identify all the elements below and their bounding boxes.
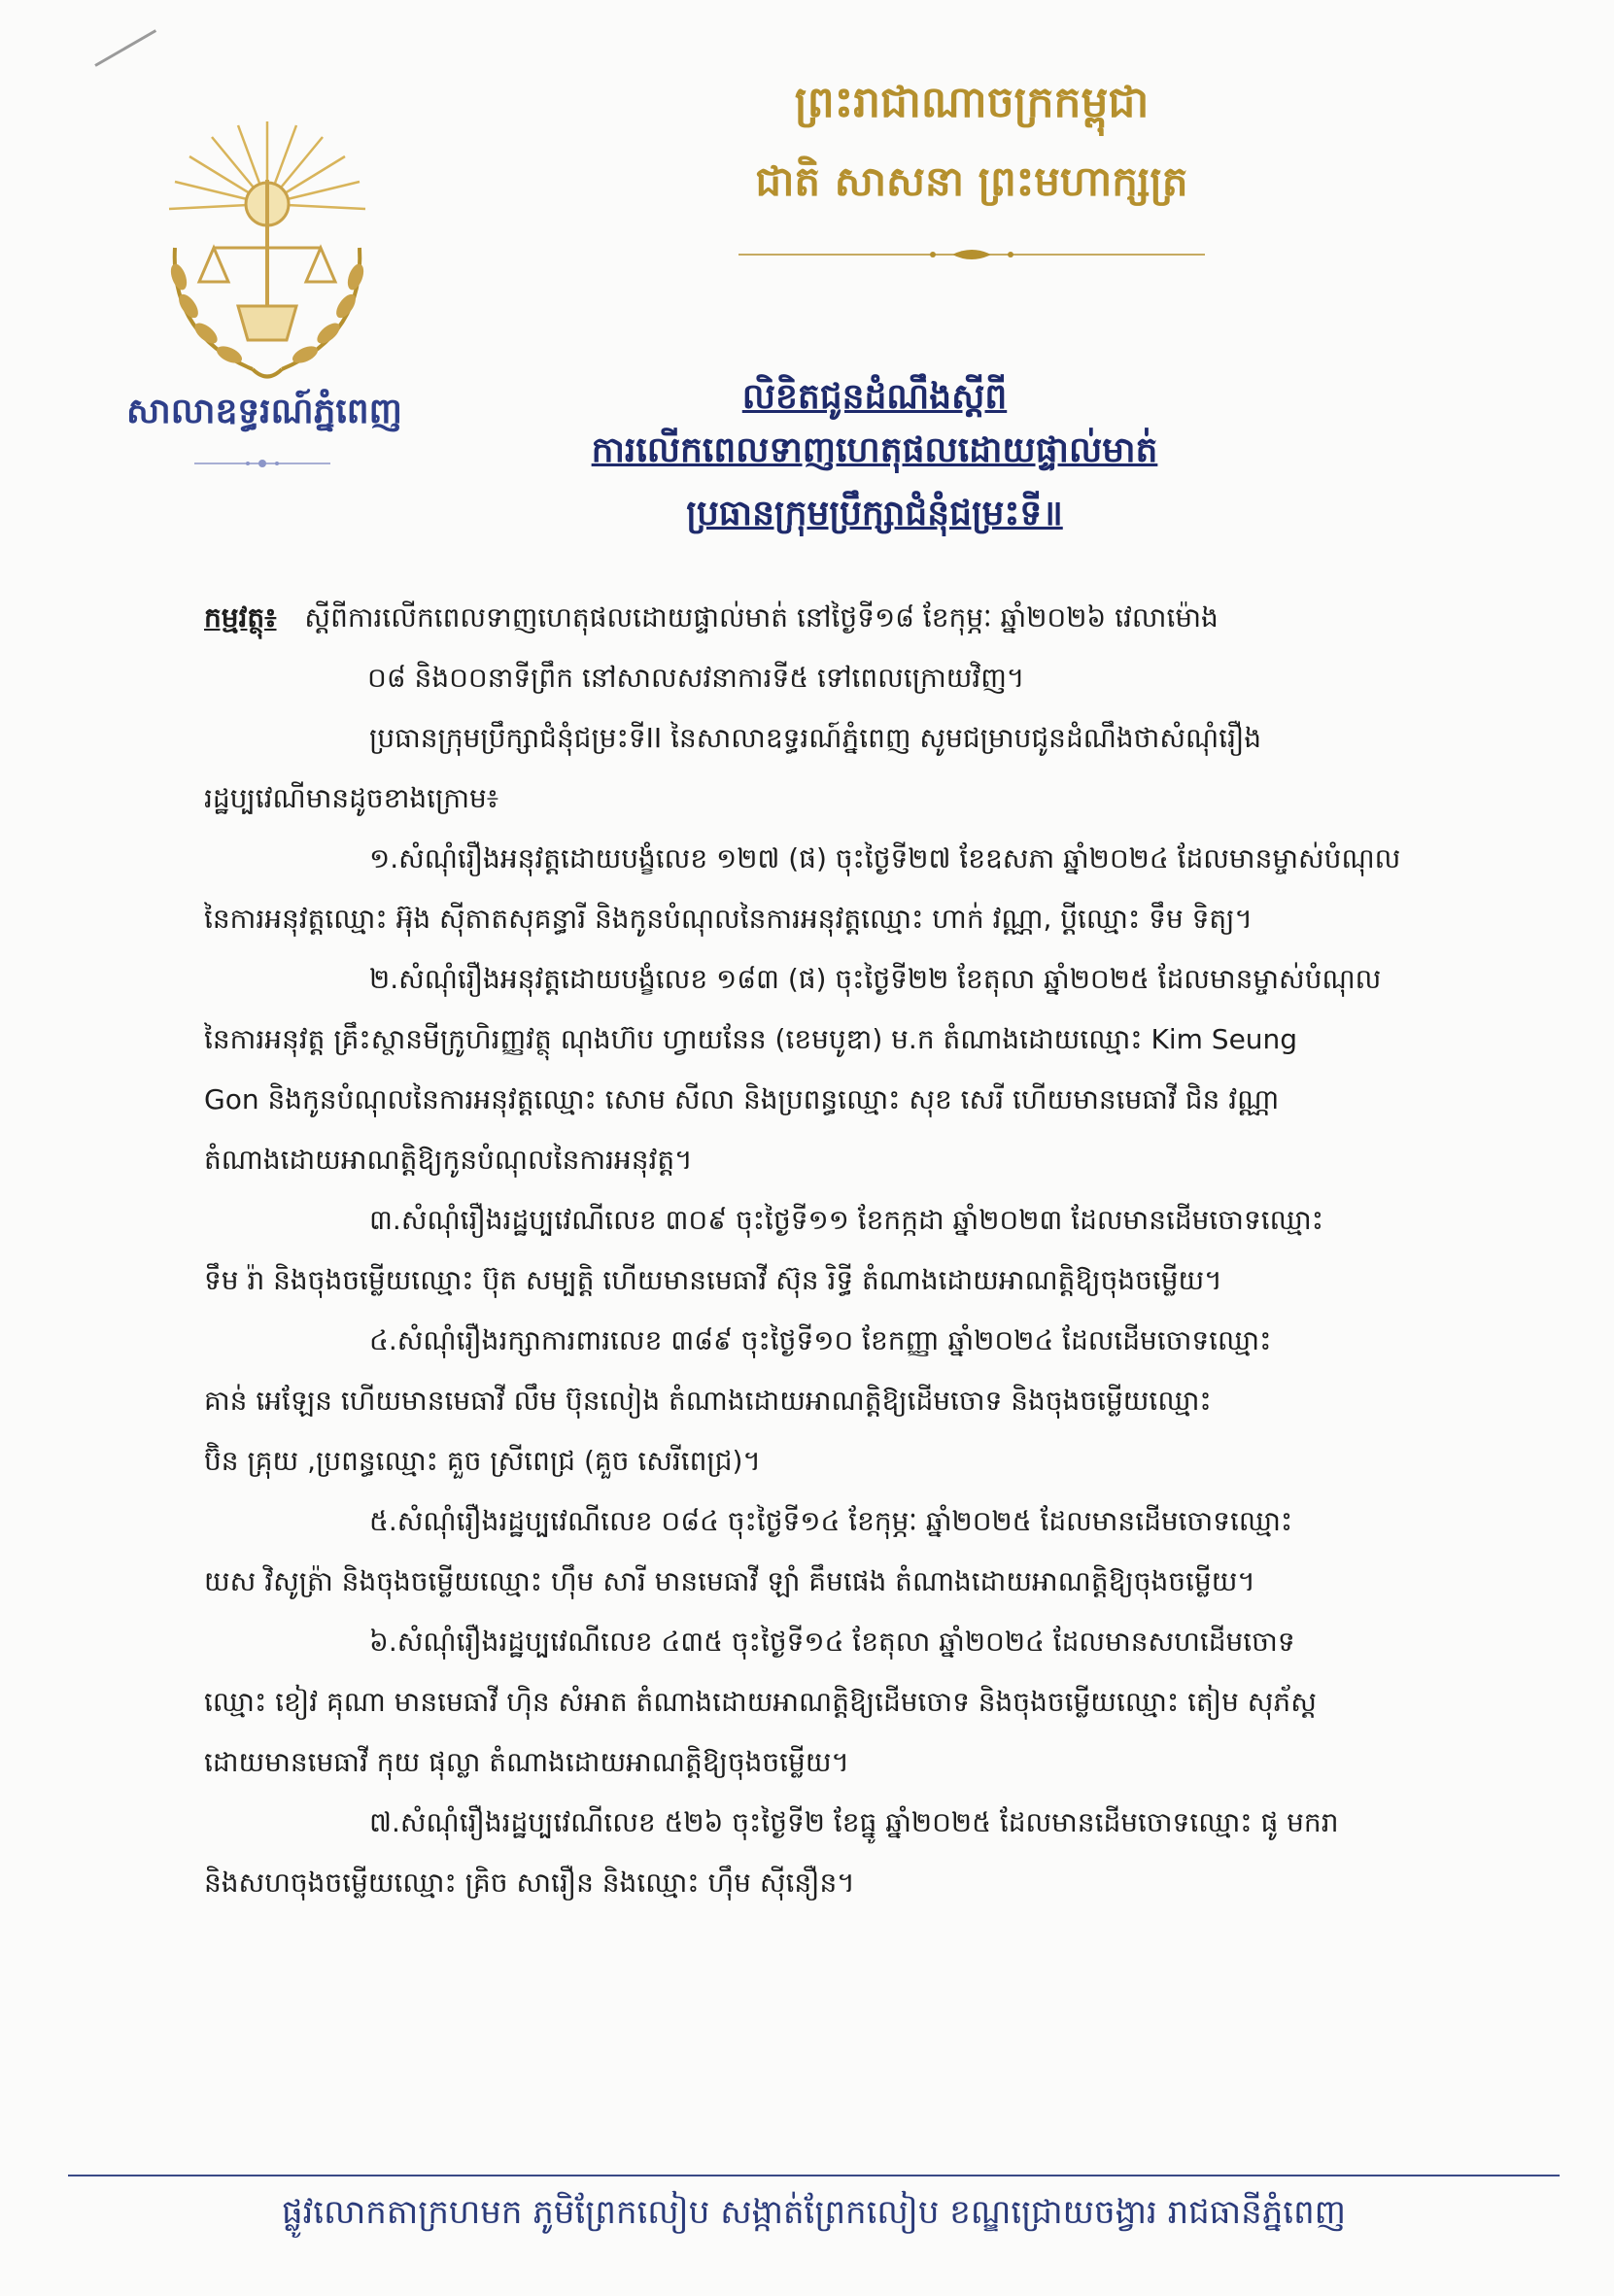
subject-line <box>204 588 1467 648</box>
notice-subtitle: ការលើកពេលទាញហេតុផលដោយផ្ទាល់មាត់ <box>591 429 1158 470</box>
case-item-3: ៣.សំណុំរឿងរដ្ឋប្បវេណីលេខ ៣០៩ ចុះថ្ងៃទី១១ ខែកក្កដា ឆ្នាំ២០២៣ ដែលមានដើមចោទឈ្មោះ <box>369 1204 1323 1236</box>
case-item-4-cont: ប៊ិន គ្រុយ ,ប្រពន្ធឈ្មោះ គួច ស្រីពេជ្រ (គួច សេរីពេជ្រ)។ <box>204 1445 761 1477</box>
case-item-7: ៧.សំណុំរឿងរដ្ឋប្បវេណីលេខ ៥២៦ ចុះថ្ងៃទី២ ខែធ្នូ ឆ្នាំ២០២៥ ដែលមានដើមចោទឈ្មោះ ផូ មករា <box>369 1806 1339 1838</box>
court-emblem-icon <box>146 112 389 394</box>
case-item-6: ៦.សំណុំរឿងរដ្ឋប្បវេណីលេខ ៤៣៥ ចុះថ្ងៃទី១៤ ខែតុលា ឆ្នាំ២០២៤ ដែលមានសហដើមចោទ <box>369 1626 1295 1658</box>
case-item-3-cont: ទឹម រ៉ា និងចុងចម្លើយឈ្មោះ ប៊ុត សម្បត្តិ ហើយមានមេធាវី ស៊ុន រិទ្ធី តំណាងដោយអាណត្តិឱ្យចុងចម្លើយ។ <box>204 1264 1222 1296</box>
national-motto: ជាតិ សាសនា ព្រះមហាក្សត្រ <box>755 157 1188 205</box>
court-name: សាលាឧទ្ធរណ៍ភ្នំពេញ <box>126 391 402 431</box>
subject-text-cont: ០៨ និង០០នាទីព្រឹក នៅសាលសវនាការទី៥ ទៅពេលក្រោយវិញ។ <box>367 662 1025 694</box>
case-item-5-cont: យស វិសូត្រ៉ា និងចុងចម្លើយឈ្មោះ ហ៊ឹម សារី មានមេធាវី ឡាំ គឹមផេង តំណាងដោយអាណត្តិឱ្យចុងចម្លើយ។ <box>204 1565 1255 1597</box>
document-body <box>204 588 1467 1913</box>
subject-label: កម្មវត្ថុ៖ <box>204 601 277 634</box>
notice-issuer: ប្រធានក្រុមប្រឹក្សាជំនុំជម្រះទី॥ <box>686 493 1063 533</box>
ornament-divider-icon <box>194 457 330 470</box>
case-item-7-cont: និងសហចុងចម្លើយឈ្មោះ គ្រិច សារឿន និងឈ្មោះ ហ៊ឹម ស៊ីនឿន។ <box>204 1867 855 1899</box>
case-item-2-cont: Gon និងកូនបំណុលនៃការអនុវត្តឈ្មោះ សោម សីលា និងប្រពន្ធឈ្មោះ សុខ សេរី ហើយមានមេធាវី ជិន វណ្ណា <box>204 1083 1280 1115</box>
case-item-2-cont: នៃការអនុវត្ត គ្រឹះស្ថានមីក្រូហិរញ្ញវត្ថុ ណុងហ៊ប ហ្វាយនែន (ខេមបូឌា) ម.ក តំណាងដោយឈ្មោះ Kim Seung <box>204 1023 1298 1055</box>
case-item-4-cont: គាន់ អេឡែន ហើយមានមេធាវី លឹម ប៊ុនលៀង តំណាងដោយអាណត្តិឱ្យដើមចោទ និងចុងចម្លើយឈ្មោះ <box>204 1385 1212 1417</box>
intro-paragraph: ប្រធានក្រុមប្រឹក្សាជំនុំជម្រះទីII នៃសាលាឧទ្ធរណ៍ភ្នំពេញ សូមជម្រាបជូនដំណឹងថាសំណុំរឿង <box>369 722 1262 754</box>
case-item-5: ៥.សំណុំរឿងរដ្ឋប្បវេណីលេខ ០៨៤ ចុះថ្ងៃទី១៤ ខែកុម្ភៈ ឆ្នាំ២០២៥ ដែលមានដើមចោទឈ្មោះ <box>369 1505 1293 1537</box>
case-item-1: ១.សំណុំរឿងអនុវត្តដោយបង្ខំលេខ ១២៧ (ផ) ចុះថ្ងៃទី២៧ ខែឧសភា ឆ្នាំ២០២៤ ដែលមានម្ចាស់បំណុល <box>369 842 1401 874</box>
notice-title: លិខិតជូនដំណឹងស្តីពី <box>741 376 1008 417</box>
case-item-6-cont: ដោយមានមេធាវី កុយ ផុល្លា តំណាងដោយអាណត្តិឱ្យចុងចម្លើយ។ <box>204 1746 849 1778</box>
footer-divider <box>68 2175 1560 2176</box>
footer-address: ផ្លូវលោកតាក្រហមក ភូមិព្រែកលៀប សង្កាត់ព្រែកលៀប ខណ្ឌជ្រោយចង្វារ រាជធានីភ្នំពេញ <box>281 2193 1347 2232</box>
subject-text: ស្តីពីការលើកពេលទាញហេតុផលដោយផ្ទាល់មាត់ នៅថ្ងៃទី១៨ ខែកុម្ភៈ ឆ្នាំ២០២៦ វេលាម៉ោង <box>304 601 1219 634</box>
case-item-6-cont: ឈ្មោះ ខៀវ គុណា មានមេធាវី ហ៊ិន សំអាត តំណាងដោយអាណត្តិឱ្យដើមចោទ និងចុងចម្លើយឈ្មោះ តៀម សុភ័ស្ត <box>204 1686 1317 1718</box>
case-item-4: ៤.សំណុំរឿងរក្សាការពារលេខ ៣៨៩ ចុះថ្ងៃទី១០ ខែកញ្ញា ឆ្នាំ២០២៤ ដែលដើមចោទឈ្មោះ <box>369 1324 1272 1356</box>
case-item-2: ២.សំណុំរឿងអនុវត្តដោយបង្ខំលេខ ១៨៣ (ផ) ចុះថ្ងៃទី២២ ខែតុលា ឆ្នាំ២០២៥ ដែលមានម្ចាស់បំណុល <box>369 963 1382 995</box>
pen-mark <box>94 29 156 67</box>
case-item-2-cont: តំណាងដោយអាណត្តិឱ្យកូនបំណុលនៃការអនុវត្ត។ <box>204 1144 693 1176</box>
case-item-1-cont: នៃការអនុវត្តឈ្មោះ អ៊ុង ស៊ីតាតសុគន្ធារី និងកូនបំណុលនៃការអនុវត្តឈ្មោះ ហាក់ វណ្ណា, ប្តីឈ្មោះ ទឹម ទិត្យ។ <box>204 903 1253 935</box>
intro-paragraph-cont: រដ្ឋប្បវេណីមានដូចខាងក្រោម៖ <box>204 782 499 814</box>
ornament-divider-icon <box>738 245 1205 264</box>
kingdom-heading: ព្រះរាជាណាចក្រកម្ពុជា <box>794 78 1150 127</box>
